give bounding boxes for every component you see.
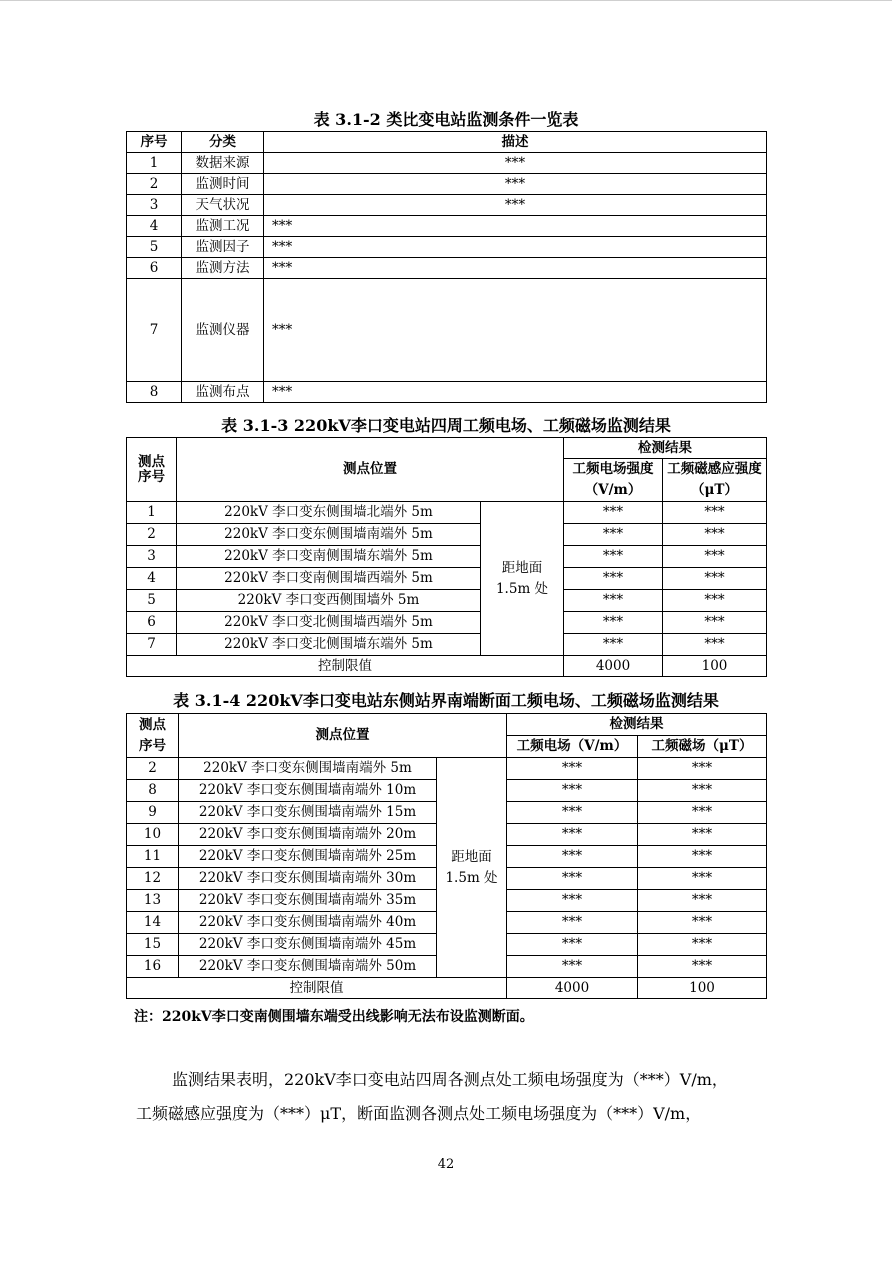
header-efield: 工频电场强度（V/m） — [564, 459, 663, 502]
row-mfield: *** — [638, 956, 767, 978]
table-row — [127, 237, 767, 258]
table-row — [127, 216, 767, 237]
height-note: 距地面1.5m 处 — [437, 758, 507, 978]
row-category: 监测时间 — [182, 174, 264, 195]
row-description: *** — [264, 174, 767, 195]
table-row — [127, 758, 767, 780]
header-results: 检测结果 — [507, 714, 767, 736]
monitoring-conditions-table — [126, 131, 767, 403]
row-mfield: *** — [638, 868, 767, 890]
row-efield: *** — [564, 612, 663, 634]
height-note: 距地面1.5m 处 — [481, 502, 564, 656]
row-no: 1 — [127, 502, 177, 524]
row-no: 7 — [127, 279, 182, 382]
table-row — [127, 195, 767, 216]
row-no: 5 — [127, 590, 177, 612]
row-category: 监测因子 — [182, 237, 264, 258]
row-efield: *** — [507, 780, 638, 802]
row-efield: *** — [564, 524, 663, 546]
row-no: 11 — [127, 846, 179, 868]
row-efield: *** — [564, 590, 663, 612]
row-no: 1 — [127, 153, 182, 174]
row-description: *** — [264, 382, 767, 403]
row-description: *** — [264, 237, 767, 258]
row-no: 8 — [127, 382, 182, 403]
header-description: 描述 — [264, 132, 767, 153]
limit-row — [127, 978, 767, 999]
row-mfield: *** — [638, 780, 767, 802]
row-no: 5 — [127, 237, 182, 258]
header-position: 测点位置 — [179, 714, 507, 758]
row-no: 13 — [127, 890, 179, 912]
row-no: 16 — [127, 956, 179, 978]
row-no: 8 — [127, 780, 179, 802]
row-mfield: *** — [663, 590, 767, 612]
row-efield: *** — [507, 868, 638, 890]
row-mfield: *** — [638, 846, 767, 868]
page-number: 42 — [437, 1157, 455, 1172]
table-row — [127, 546, 767, 568]
row-efield: *** — [507, 912, 638, 934]
row-no: 14 — [127, 912, 179, 934]
row-position: 220kV 李口变南侧围墙西端外 5m — [177, 568, 481, 590]
row-efield: *** — [507, 846, 638, 868]
limit-row — [127, 656, 767, 677]
row-mfield: *** — [663, 634, 767, 656]
row-position: 220kV 李口变东侧围墙南端外 5m — [179, 758, 437, 780]
row-description: *** — [264, 216, 767, 237]
table-note: 注：220kV李口变南侧围墙东端受出线影响无法布设监测断面。 — [134, 1009, 534, 1025]
row-no: 2 — [127, 524, 177, 546]
row-mfield: *** — [663, 524, 767, 546]
paragraph-line-2: 工频磁感应强度为（***）μT，断面监测各测点处工频电场强度为（***）V/m， — [136, 1104, 702, 1123]
header-efield: 工频电场（V/m） — [507, 736, 638, 758]
row-no: 3 — [127, 546, 177, 568]
row-position: 220kV 李口变东侧围墙南端外 40m — [179, 912, 437, 934]
row-mfield: *** — [638, 802, 767, 824]
row-no: 6 — [127, 258, 182, 279]
perimeter-results-table — [126, 437, 767, 677]
table-row — [127, 279, 767, 382]
row-category: 监测工况 — [182, 216, 264, 237]
row-no: 10 — [127, 824, 179, 846]
header-results: 检测结果 — [564, 438, 767, 459]
paragraph-line-1: 监测结果表明，220kV李口变电站四周各测点处工频电场强度为（***）V/m， — [172, 1070, 728, 1089]
table-header-row — [127, 132, 767, 153]
row-mfield: *** — [638, 890, 767, 912]
section-results-table — [126, 713, 767, 999]
row-position: 220kV 李口变北侧围墙东端外 5m — [177, 634, 481, 656]
row-position: 220kV 李口变北侧围墙西端外 5m — [177, 612, 481, 634]
row-position: 220kV 李口变东侧围墙南端外 20m — [179, 824, 437, 846]
table-row — [127, 612, 767, 634]
row-no: 2 — [127, 758, 179, 780]
limit-label: 控制限值 — [127, 978, 507, 999]
row-position: 220kV 李口变东侧围墙南端外 45m — [179, 934, 437, 956]
row-efield: *** — [564, 634, 663, 656]
row-efield: *** — [507, 890, 638, 912]
limit-mfield: 100 — [638, 978, 767, 999]
row-mfield: *** — [663, 502, 767, 524]
row-efield: *** — [564, 546, 663, 568]
limit-efield: 4000 — [507, 978, 638, 999]
row-mfield: *** — [638, 934, 767, 956]
row-no: 6 — [127, 612, 177, 634]
row-no: 15 — [127, 934, 179, 956]
row-category: 监测仪器 — [182, 279, 264, 382]
row-no: 2 — [127, 174, 182, 195]
row-no: 3 — [127, 195, 182, 216]
row-position: 220kV 李口变南侧围墙东端外 5m — [177, 546, 481, 568]
row-mfield: *** — [638, 758, 767, 780]
row-efield: *** — [507, 758, 638, 780]
row-position: 220kV 李口变东侧围墙南端外 50m — [179, 956, 437, 978]
row-mfield: *** — [663, 568, 767, 590]
page-top-rule — [0, 0, 892, 1]
table-row — [127, 258, 767, 279]
header-mfield: 工频磁场（μT） — [638, 736, 767, 758]
row-mfield: *** — [638, 824, 767, 846]
row-efield: *** — [564, 502, 663, 524]
table-header-row — [127, 714, 767, 736]
row-efield: *** — [507, 934, 638, 956]
table3-caption: 表 3.1-4 220kV李口变电站东侧站界南端断面工频电场、工频磁场监测结果 — [173, 691, 719, 710]
row-category: 天气状况 — [182, 195, 264, 216]
table-row — [127, 634, 767, 656]
row-category: 数据来源 — [182, 153, 264, 174]
table-row — [127, 382, 767, 403]
row-position: 220kV 李口变东侧围墙南端外 5m — [177, 524, 481, 546]
table-row — [127, 153, 767, 174]
table-row — [127, 590, 767, 612]
row-no: 9 — [127, 802, 179, 824]
row-category: 监测布点 — [182, 382, 264, 403]
row-category: 监测方法 — [182, 258, 264, 279]
table-row — [127, 174, 767, 195]
row-description: *** — [264, 258, 767, 279]
row-efield: *** — [564, 568, 663, 590]
header-seq: 序号 — [127, 132, 182, 153]
row-efield: *** — [507, 802, 638, 824]
table-header-row — [127, 438, 767, 459]
row-position: 220kV 李口变东侧围墙北端外 5m — [177, 502, 481, 524]
header-position: 测点位置 — [177, 438, 564, 502]
limit-efield: 4000 — [564, 656, 663, 677]
limit-label: 控制限值 — [127, 656, 564, 677]
row-no: 12 — [127, 868, 179, 890]
row-description: *** — [264, 195, 767, 216]
header-category: 分类 — [182, 132, 264, 153]
header-mfield: 工频磁感应强度（μT） — [663, 459, 767, 502]
header-seq: 测点序号 — [127, 438, 177, 502]
row-no: 4 — [127, 568, 177, 590]
table-row — [127, 568, 767, 590]
row-no: 4 — [127, 216, 182, 237]
row-mfield: *** — [663, 612, 767, 634]
row-description: *** — [264, 153, 767, 174]
header-seq: 测点序号 — [127, 714, 179, 758]
table-row — [127, 502, 767, 524]
row-position: 220kV 李口变东侧围墙南端外 30m — [179, 868, 437, 890]
row-position: 220kV 李口变西侧围墙外 5m — [177, 590, 481, 612]
row-position: 220kV 李口变东侧围墙南端外 25m — [179, 846, 437, 868]
row-mfield: *** — [638, 912, 767, 934]
row-no: 7 — [127, 634, 177, 656]
table2-caption: 表 3.1-3 220kV李口变电站四周工频电场、工频磁场监测结果 — [221, 416, 671, 435]
row-position: 220kV 李口变东侧围墙南端外 10m — [179, 780, 437, 802]
limit-mfield: 100 — [663, 656, 767, 677]
row-efield: *** — [507, 956, 638, 978]
row-efield: *** — [507, 824, 638, 846]
row-position: 220kV 李口变东侧围墙南端外 15m — [179, 802, 437, 824]
row-mfield: *** — [663, 546, 767, 568]
table-row — [127, 524, 767, 546]
row-description: *** — [264, 279, 767, 382]
table1-caption: 表 3.1-2 类比变电站监测条件一览表 — [313, 110, 579, 129]
row-position: 220kV 李口变东侧围墙南端外 35m — [179, 890, 437, 912]
